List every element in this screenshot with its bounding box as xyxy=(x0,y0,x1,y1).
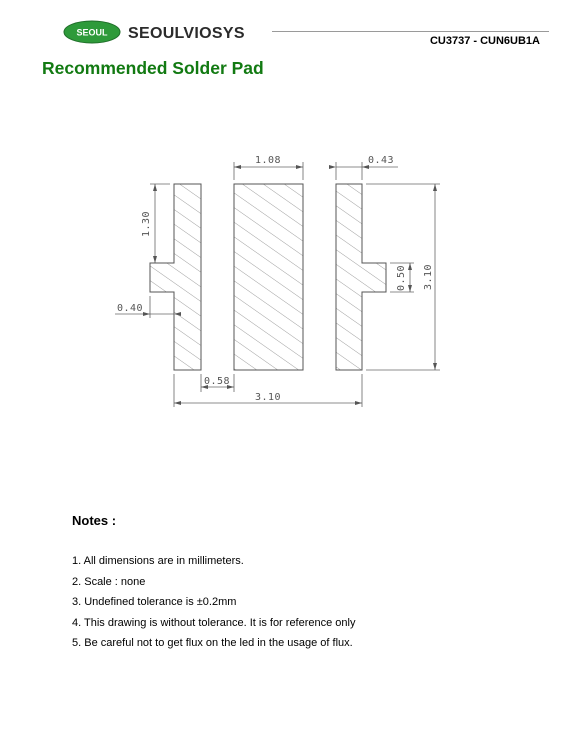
notes-list xyxy=(72,554,356,657)
logo-brand-text: SEOULVIOSYS xyxy=(128,25,245,42)
note-item: 1. All dimensions are in millimeters. xyxy=(72,555,244,567)
notes-title: Notes : xyxy=(72,513,117,528)
right-solder-pad xyxy=(336,184,386,370)
left-solder-pad xyxy=(150,184,201,370)
dim-tab-width: 0.40 xyxy=(116,303,144,314)
note-item: 3. Undefined tolerance is ±0.2mm xyxy=(72,596,237,608)
logo-badge-text: SEOUL xyxy=(76,27,108,38)
note-item: 5. Be careful not to get flux on the led in the usage of flux. xyxy=(72,637,353,649)
dim-tab-height: 0.50 xyxy=(396,264,407,292)
dim-side-pad-width: 0.43 xyxy=(367,155,395,166)
dim-total-height: 3.10 xyxy=(423,263,434,291)
page-title: Recommended Solder Pad xyxy=(42,58,264,78)
dim-total-width: 3.10 xyxy=(254,392,282,403)
dim-top-segment-height: 1.30 xyxy=(141,210,152,238)
dim-center-pad-width: 1.08 xyxy=(254,155,282,166)
document-id: CU3737 - CUN6UB1A xyxy=(429,35,540,47)
note-item: 4. This drawing is without tolerance. It is for reference only xyxy=(72,616,356,629)
note-item: 2. Scale : none xyxy=(72,575,146,588)
center-solder-pad xyxy=(234,184,303,370)
dim-gap: 0.58 xyxy=(203,376,231,387)
